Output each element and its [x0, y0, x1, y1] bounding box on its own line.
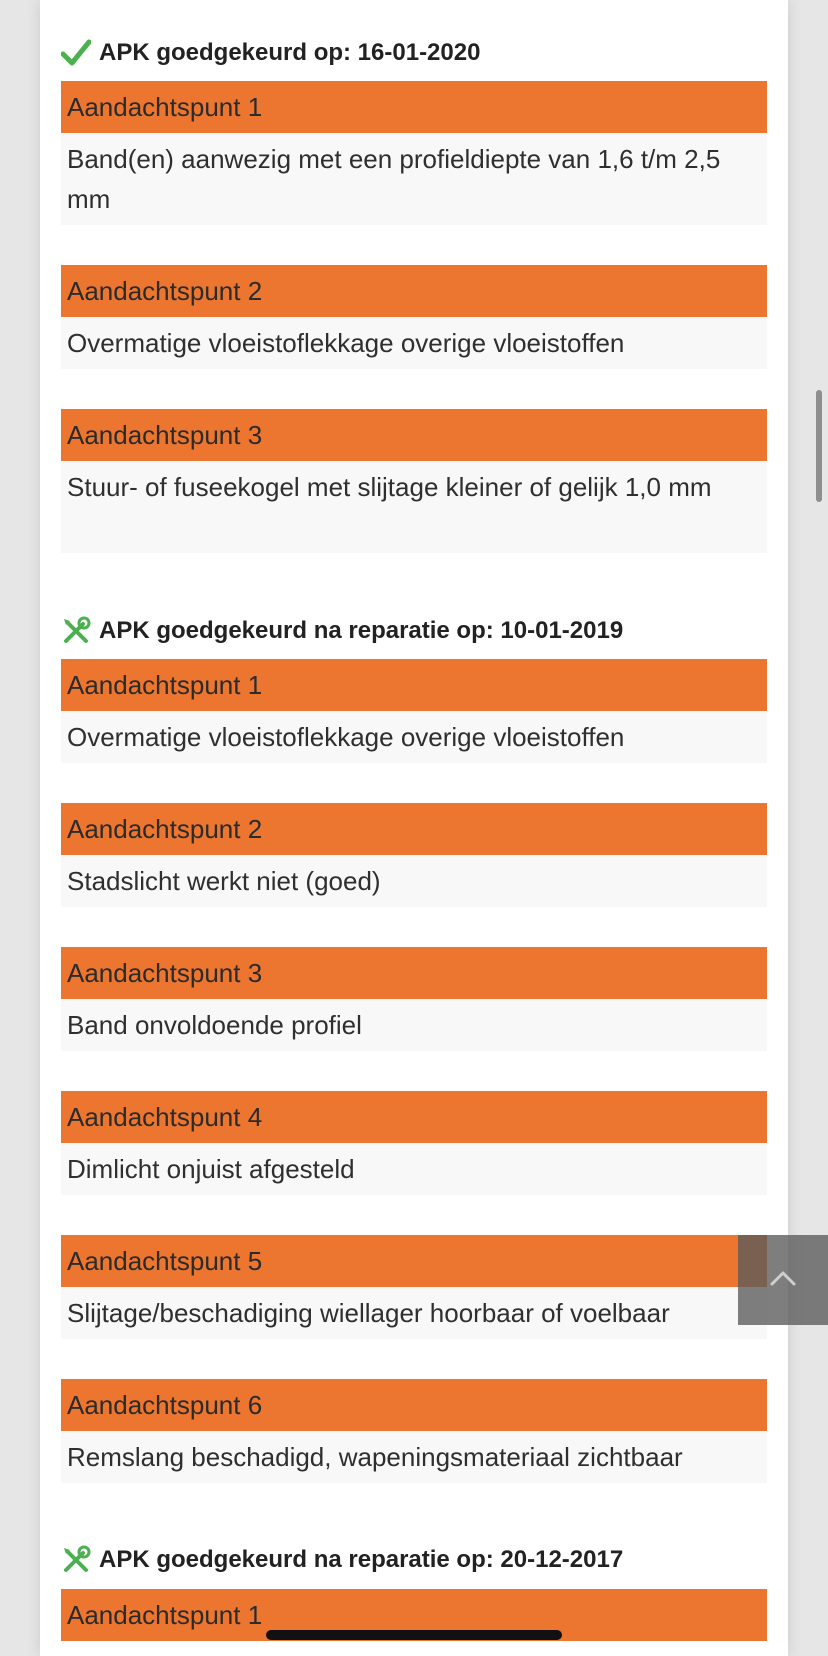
scrollbar[interactable] — [816, 390, 822, 502]
attention-point-description: Overmatige vloeistoflekkage overige vloeistoffen — [61, 317, 767, 369]
check-icon — [61, 38, 91, 68]
attention-point-label: Aandachtspunt 1 — [61, 659, 767, 711]
attention-point-label: Aandachtspunt 2 — [61, 803, 767, 855]
attention-point — [61, 803, 767, 907]
attention-point-label: Aandachtspunt 2 — [61, 265, 767, 317]
attention-point — [61, 1379, 767, 1483]
inspection-title: APK goedgekeurd op: 16-01-2020 — [99, 39, 481, 66]
attention-point — [61, 409, 767, 553]
attention-point-description: Band onvoldoende profiel — [61, 999, 767, 1051]
attention-point-description: Slijtage/beschadiging wiellager hoorbaar of voelbaar — [61, 1287, 767, 1339]
attention-point-description: Stadslicht werkt niet (goed) — [61, 855, 767, 907]
repair-tools-icon — [61, 616, 91, 646]
back-to-top-button[interactable] — [738, 1235, 828, 1325]
attention-point-description: Stuur- of fuseekogel met slijtage kleiner of gelijk 1,0 mm — [61, 461, 767, 553]
attention-point-label: Aandachtspunt 3 — [61, 409, 767, 461]
repair-tools-icon — [61, 1545, 91, 1575]
home-indicator — [266, 1630, 562, 1640]
inspection-title: APK goedgekeurd na reparatie op: 10-01-2019 — [99, 617, 624, 644]
attention-point-description: Band(en) aanwezig met een profieldiepte van 1,6 t/m 2,5 mm — [61, 133, 767, 225]
attention-point-label: Aandachtspunt 5 — [61, 1235, 767, 1287]
attention-point — [61, 1091, 767, 1195]
attention-point-description: Overmatige vloeistoflekkage overige vloeistoffen — [61, 711, 767, 763]
attention-point — [61, 81, 767, 225]
attention-point — [61, 659, 767, 763]
attention-point-label: Aandachtspunt 1 — [61, 1589, 767, 1641]
attention-point-label: Aandachtspunt 3 — [61, 947, 767, 999]
attention-point — [61, 265, 767, 369]
attention-point — [61, 947, 767, 1051]
attention-point-label: Aandachtspunt 4 — [61, 1091, 767, 1143]
attention-point-description: Dimlicht onjuist afgesteld — [61, 1143, 767, 1195]
inspection-title: APK goedgekeurd na reparatie op: 20-12-2017 — [99, 1546, 624, 1573]
inspection-heading — [61, 36, 480, 70]
chevron-up-icon — [768, 1268, 798, 1293]
attention-point-description: Remslang beschadigd, wapeningsmateriaal zichtbaar — [61, 1431, 767, 1483]
attention-point — [61, 1235, 767, 1339]
inspection-heading — [61, 1543, 623, 1577]
inspection-heading — [61, 614, 623, 648]
attention-point-label: Aandachtspunt 1 — [61, 81, 767, 133]
attention-point-label: Aandachtspunt 6 — [61, 1379, 767, 1431]
